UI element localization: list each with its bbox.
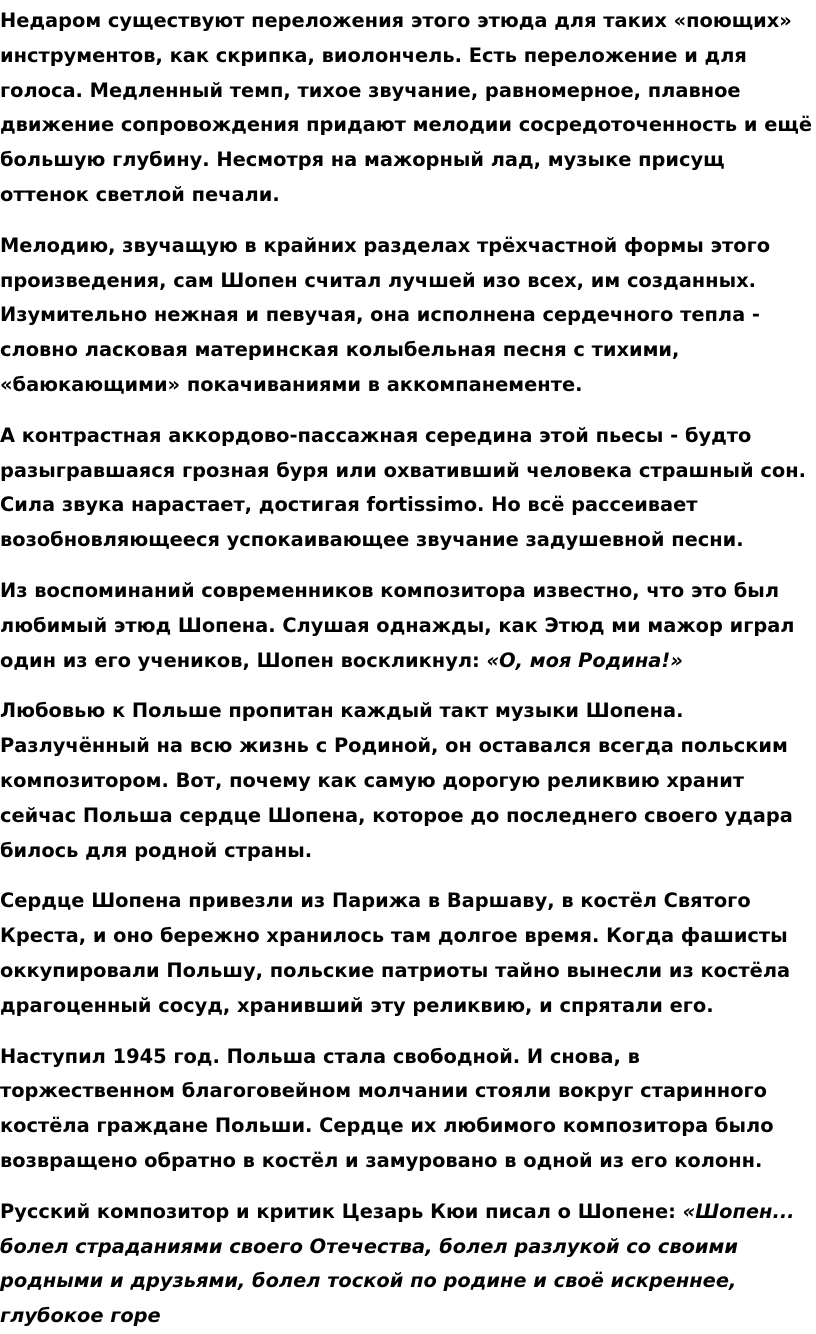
paragraph-1945: [0, 1040, 816, 1179]
paragraph-text: Русский композитор и критик Цезарь Кюи писал о Шопене:: [0, 1199, 683, 1223]
paragraph-text: Наступил 1945 год. Польша стала свободной. И снова, в торжественном благоговейном молчании стояли вокруг старинного костёла граждане Польши. Сердце их любимого композитора было возвращено обратно в костёл и замуровано в одной из его колонн.: [0, 1044, 774, 1172]
paragraph-text: Из воспоминаний современников композитора известно, что это был любимый этюд Шопена. Слушая однажды, как Этюд ми мажор играл один из его учеников, Шопен воскликнул:: [0, 578, 795, 672]
paragraph-text: Любовью к Польше пропитан каждый такт музыки Шопена. Разлучённый на всю жизнь с Родиной, он оставался всегда польским композитором. Вот, почему как самую дорогую реликвию хранит сейчас Польша сердце Шопена, которое до последнего своего удара билось для родной страны.: [0, 699, 793, 862]
paragraph-love-for-poland: [0, 694, 816, 868]
paragraph-cui-quote: [0, 1195, 816, 1334]
paragraph-text: Сердце Шопена привезли из Парижа в Варшаву, в костёл Святого Креста, и оно бережно хранилось там долгое время. Когда фашисты оккупировали Польшу, польские патриоты тайно вынесли из костёла драгоценный сосуд, хранивший эту реликвию, и спрятали его.: [0, 889, 791, 1017]
paragraph-text: А контрастная аккордово-пассажная середина этой пьесы - будто разыгравшаяся грозная буря или охвативший человека страшный сон. Сила звука нарастает, достигая fortissimo. Но всё рассеивает возобновляющееся успокаивающее звучание задушевной песни.: [0, 423, 806, 552]
chopin-quote: «О, моя Родина!»: [486, 648, 683, 672]
paragraph-heart-in-warsaw: [0, 884, 816, 1023]
paragraph-etude-transcriptions: [0, 4, 816, 213]
paragraph-middle-section: [0, 419, 816, 558]
paragraph-text: Недаром существуют переложения этого этюда для таких «поющих» инструментов, как скрипка, виолончель. Есть переложение и для голоса. Медленный темп, тихое звучание, равномерное, плавное движение сопровождения придают мелодии сосредоточенность и ещё большую глубину. Несмотря на мажорный лад, музыке присущ оттенок светлой печали.: [0, 9, 812, 206]
cui-quote: «Шопен... болел страданиями своего Отечества, болел разлукой со своими родными и друзьями, болел тоской по родине и своё искреннее, глубокое горе: [0, 1199, 795, 1328]
paragraph-melody: [0, 229, 816, 403]
paragraph-contemporaries-memories: [0, 574, 816, 678]
paragraph-text: Мелодию, звучащую в крайних разделах трёхчастной формы этого произведения, сам Шопен считал лучшей изо всех, им созданных. Изумительно нежная и певучая, она исполнена сердечного тепла - словно ласковая материнская колыбельная песня с тихими, «баюкающими» покачиваниями в аккомпанементе.: [0, 233, 771, 396]
